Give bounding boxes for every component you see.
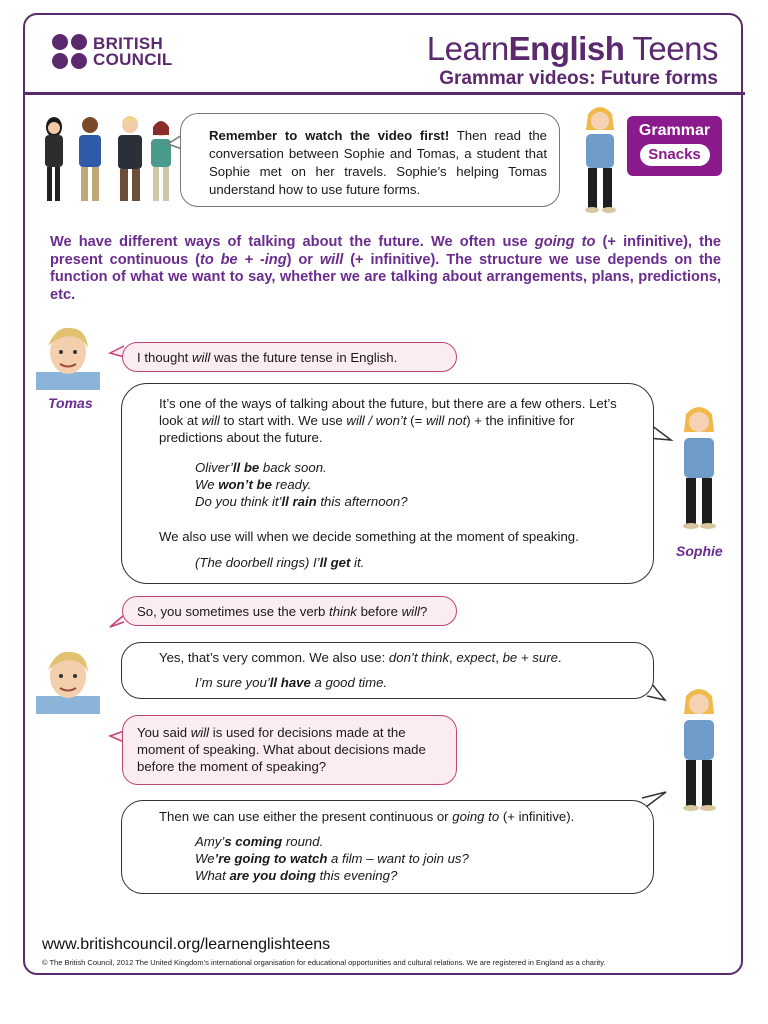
tomas-avatar-1 [36, 322, 100, 390]
footer-url-link[interactable]: www.britishcouncil.org/learnenglishteens [42, 936, 331, 953]
tomas-avatar-2 [36, 646, 100, 714]
british-council-logo [52, 34, 173, 69]
teen-group-illustration [38, 113, 178, 209]
dialogue-bubble-2: It’s one of the ways of talking about the future, but there are a few others. Let’s look at will to start with. We use will / won’t (= will not) + the infinitive for predictions about the future. Oliver’ll be back soon. We won’t be ready. Do you think it’ll rain this afternoon? We also use will when we decide something at the moment of speaking. (The doorbell rings) I’ll get it. [121, 383, 654, 584]
sophie-illustration-middle [670, 404, 728, 536]
dialogue-bubble-3: So, you sometimes use the verb think before will? [122, 596, 457, 626]
dialogue-bubble-4: Yes, that’s very common. We also use: don’t think, expect, be + sure. I’m sure you’ll have a good time. [121, 642, 654, 699]
footer-copyright: © The British Council, 2012 The United Kingdom’s international organisation for educational opportunities and cultural relations. We are registered in England as a charity. [42, 958, 606, 967]
logo-line1: BRITISH [93, 33, 164, 53]
dialogue-bubble-1: I thought will was the future tense in English. [122, 342, 457, 372]
logo-line2: COUNCIL [93, 49, 173, 69]
badge-line1: Grammar [638, 122, 711, 139]
tomas-name-label: Tomas [48, 395, 93, 411]
sophie-illustration-top [572, 104, 628, 218]
dialogue-bubble-5: You said will is used for decisions made at the moment of speaking. What about decisions made before the moment of speaking? [122, 715, 457, 785]
sophie-name-label: Sophie [676, 543, 723, 559]
dialogue-bubble-6: Then we can use either the present continuous or going to (+ infinitive). Amy’s coming round. We’re going to watch a film – want to join us? What are you doing this evening? [121, 800, 654, 894]
logo-dots-icon [52, 34, 87, 69]
page-subtitle: Grammar videos: Future forms [439, 68, 718, 89]
brand-title: LearnEnglish Teens [426, 30, 718, 67]
sophie-illustration-bottom [670, 686, 728, 820]
intro-text: Then read the conversation between Sophie and Tomas, a student that Sophie met on her travels. Sophie’s helping Tomas understand how to use future forms. [209, 128, 547, 197]
intro-bold: Remember to watch the video first! [209, 128, 450, 143]
intro-paragraph: We have different ways of talking about the future. We often use going to (+ infinitive), the present continuous (to be + -ing) or will (+ infinitive). The structure we use depends on the function of what we want to say, whether we are talking about arrangements, plans, predictions, etc. [50, 234, 722, 303]
badge-line2: Snacks [640, 144, 710, 166]
grammar-snacks-badge [627, 116, 722, 176]
intro-bubble [180, 113, 560, 207]
header-divider [23, 92, 745, 95]
